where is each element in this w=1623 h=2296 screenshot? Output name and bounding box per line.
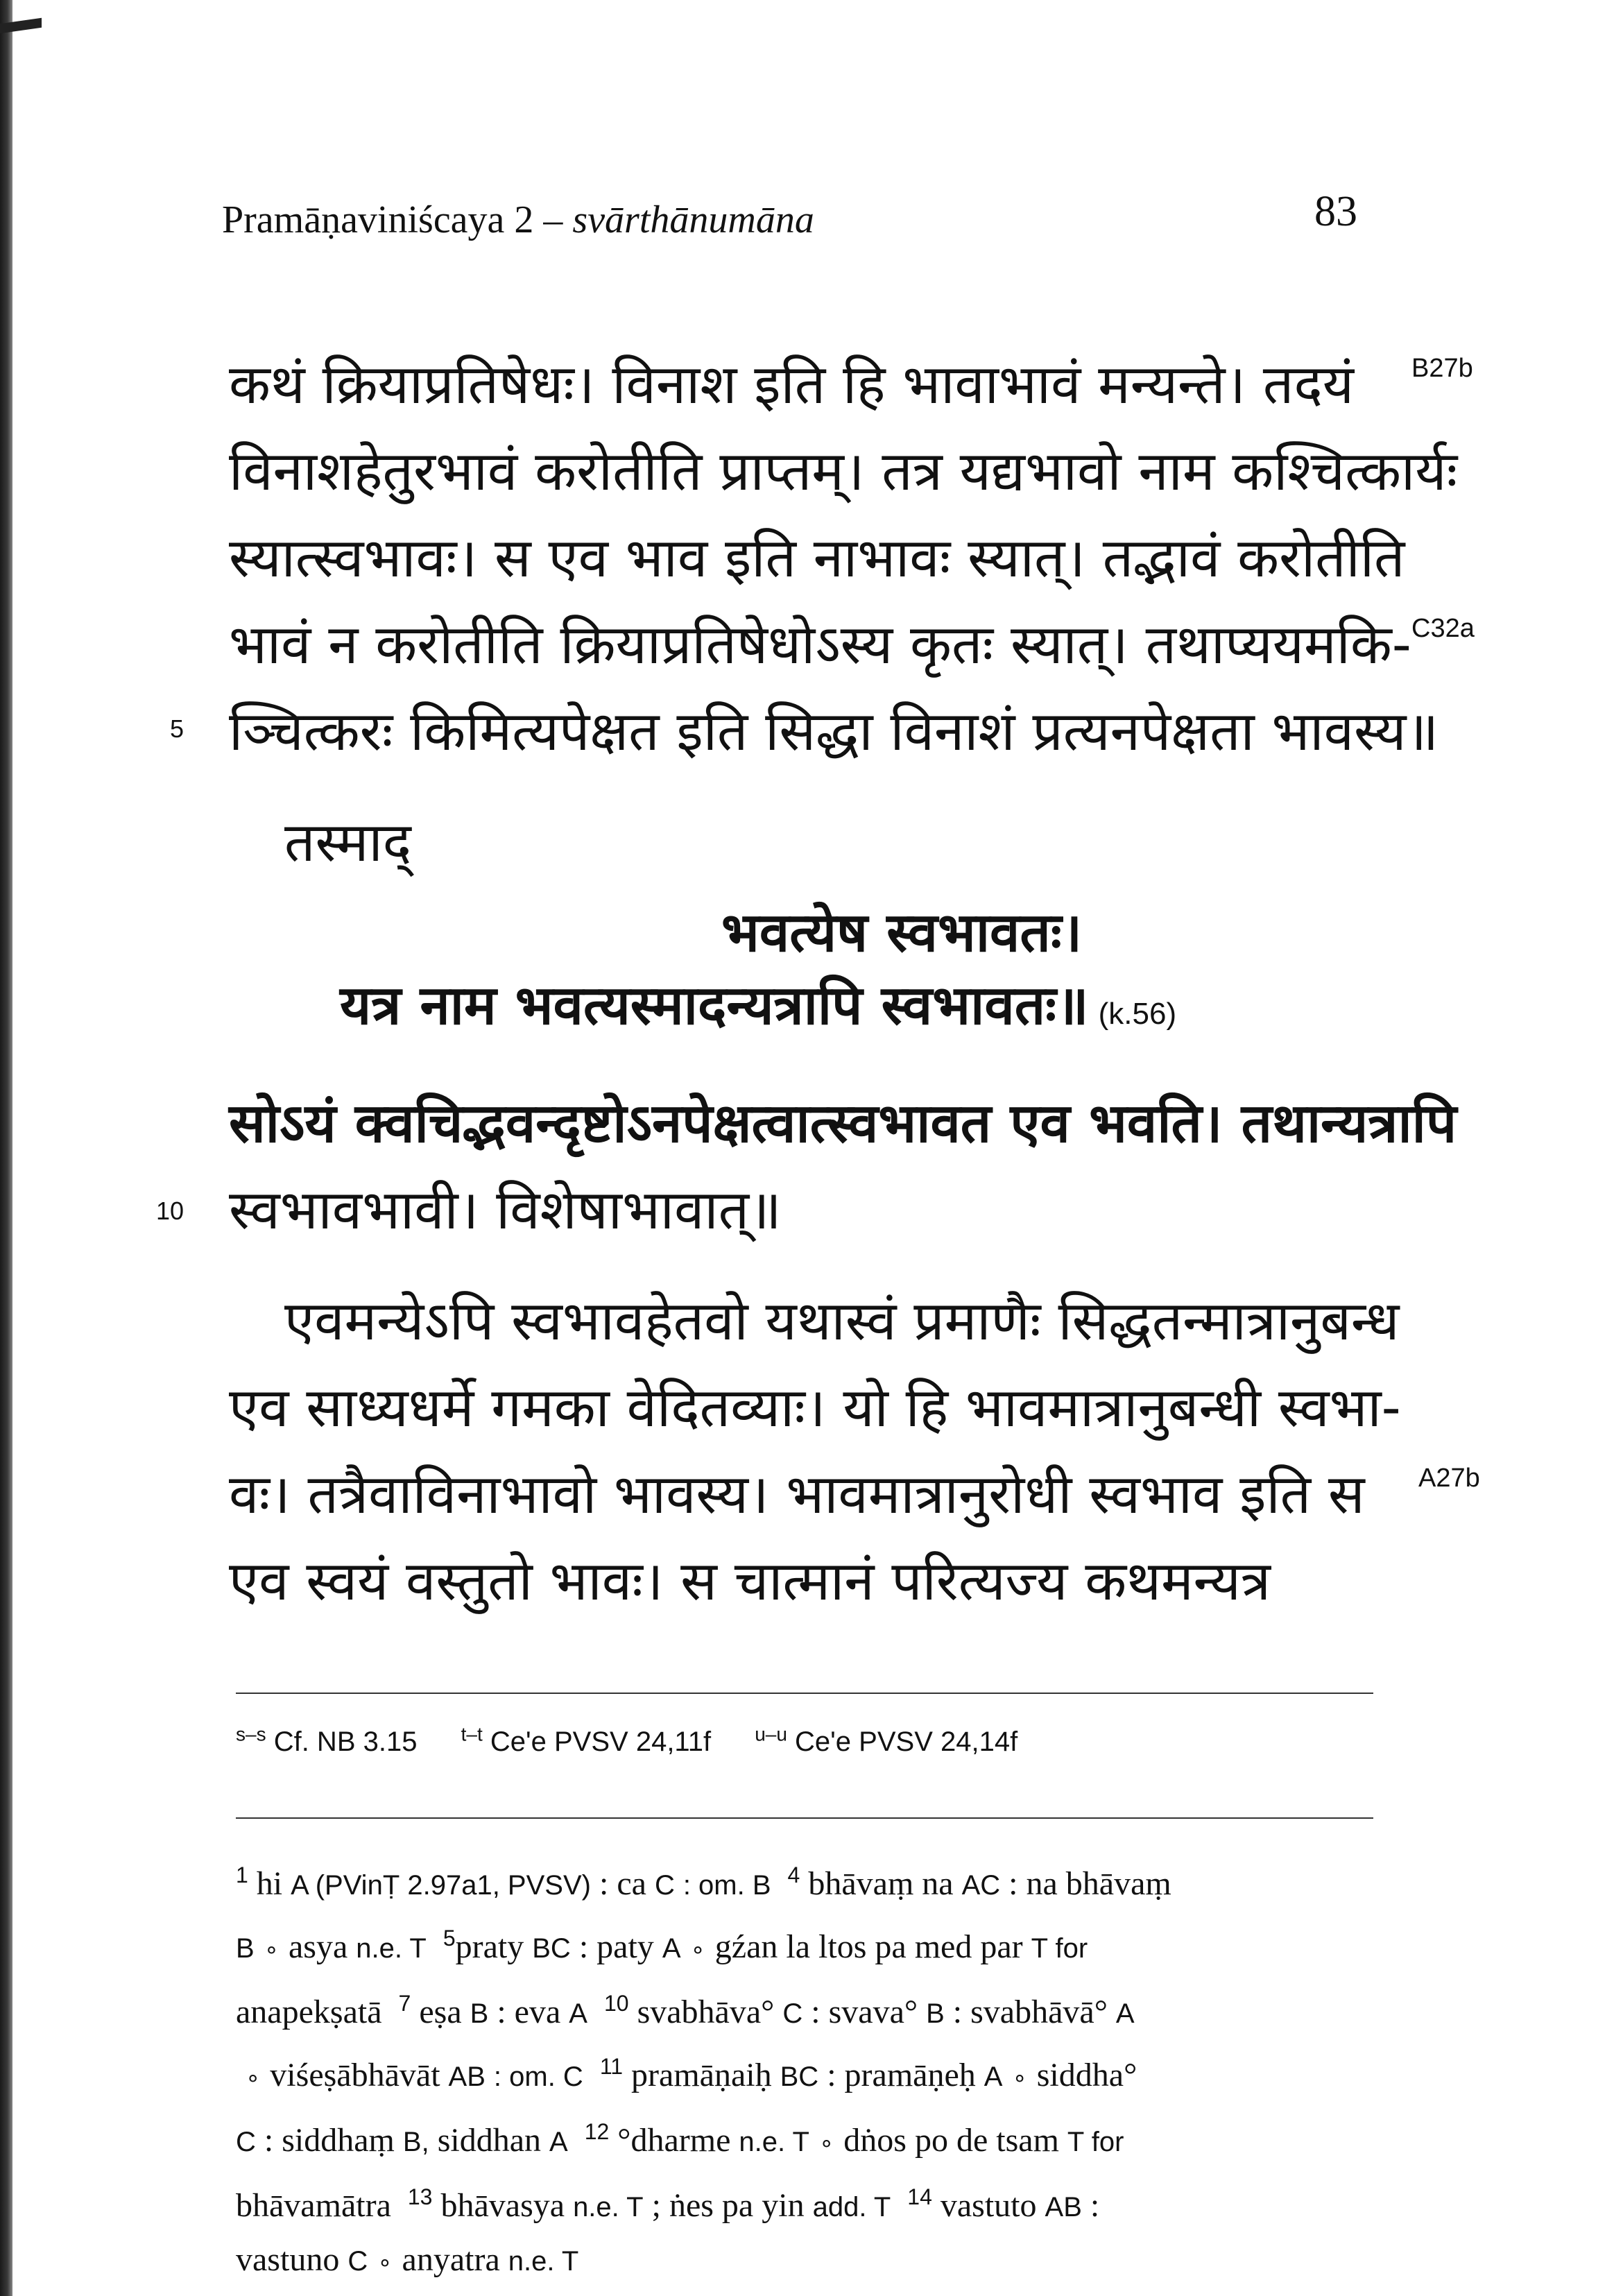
verse-line — [340, 968, 1176, 1052]
notes-divider — [236, 1817, 1373, 1819]
text-line: सोऽयं क्वचिद्भवन्दृष्टोऽनपेक्षत्वात्स्वभावत एव भवति। तथान्यत्रापि — [229, 1093, 1457, 1155]
line-number: 5 — [170, 714, 184, 743]
text-line: विनाशहेतुरभावं करोतीति प्राप्तम्। तत्र यद्यभावो नाम कश्चित्कार्यः — [229, 440, 1458, 503]
text-line: वः। तत्रैवाविनाभावो भावस्य। भावमात्रानुरोधी स्वभाव इति स — [229, 1464, 1365, 1526]
text-line: एवमन्येऽपि स्वभावहेतवो यथास्वं प्रमाणैः सिद्धतन्मात्रानुबन्ध — [284, 1290, 1400, 1353]
source-entry: $^{u-u}$ Ce'e PVSV 24,14f — [755, 1724, 1018, 1758]
apparatus-divider — [236, 1693, 1373, 1694]
folio-reference: B27b — [1411, 354, 1473, 383]
text-line: स्वभावभावी। विशेषाभावात्॥ — [229, 1179, 782, 1242]
line-number: 10 — [156, 1197, 184, 1225]
folio-reference: C32a — [1411, 614, 1475, 643]
page-number: 83 — [1314, 188, 1357, 235]
text-line: एव स्वयं वस्तुतो भावः। स चात्मानं परित्यज्य कथमन्यत्र — [229, 1550, 1271, 1613]
verse-line: भवत्येष स्वभावतः। — [721, 902, 1083, 964]
running-header: Pramāṇaviniścaya 2 – svārthānumāna — [222, 198, 814, 241]
verse-text: यत्र नाम भवत्यस्मादन्यत्रापि स्वभावतः॥ — [340, 975, 1089, 1037]
critical-notes: $^1$ hi A (PVinṬ 2.97a1, PVSV) : ca C : om. B $^4$ bhāvaṃ na AC : na bhāvaṃ B ∘ asya n.e. T $^5$praty BC : paty A ∘ gźan la ltos pa med par T for anapekṣatā $^7$ eṣa B : eva A $^{10}$ svabhāva° C : svava° B : svabhāvā° A ∘ viśeṣābhāvāt AB : om. C $^{11}$ pramāṇaiḥ BC : pramāṇeḥ A ∘ siddha° C : siddhaṃ B, siddhan A $^{12}$ °dharme n.e. T ∘ dṅos po de tsam T for bhāvamātra $^{13}$ bhāvasya n.e. T ; ṅes pa yin add. T $^{14}$ vastuto AB : vastuno C ∘ anyatra n.e. T — [236, 1862, 1171, 2278]
source-entry: $^{s-s}$ Cf. NB 3.15 — [236, 1724, 418, 1758]
text-line: ञ्चित्करः किमित्यपेक्षत इति सिद्धा विनाशं प्रत्यनपेक्षता भावस्य॥ — [229, 701, 1439, 763]
source-entry: $^{t-t}$ Ce'e PVSV 24,11f — [461, 1724, 712, 1758]
karika-reference: (k.56) — [1098, 997, 1177, 1031]
book-binding-edge — [0, 0, 12, 2296]
source-apparatus — [236, 1724, 1373, 1758]
text-line: तस्माद् — [284, 812, 412, 874]
text-line: कथं क्रियाप्रतिषेधः। विनाश इति हि भावाभावं मन्यन्ते। तदयं — [229, 354, 1355, 416]
text-line: एव साध्यधर्मे गमका वेदितव्याः। यो हि भावमात्रानुबन्धी स्वभा- — [229, 1377, 1401, 1439]
text-line: स्यात्स्वभावः। स एव भाव इति नाभावः स्यात्। तद्भावं करोतीति — [229, 527, 1405, 590]
folio-reference: A27b — [1418, 1464, 1480, 1493]
text-line: भावं न करोतीति क्रियाप्रतिषेधोऽस्य कृतः स्यात्। तथाप्ययमकि- — [229, 614, 1411, 676]
